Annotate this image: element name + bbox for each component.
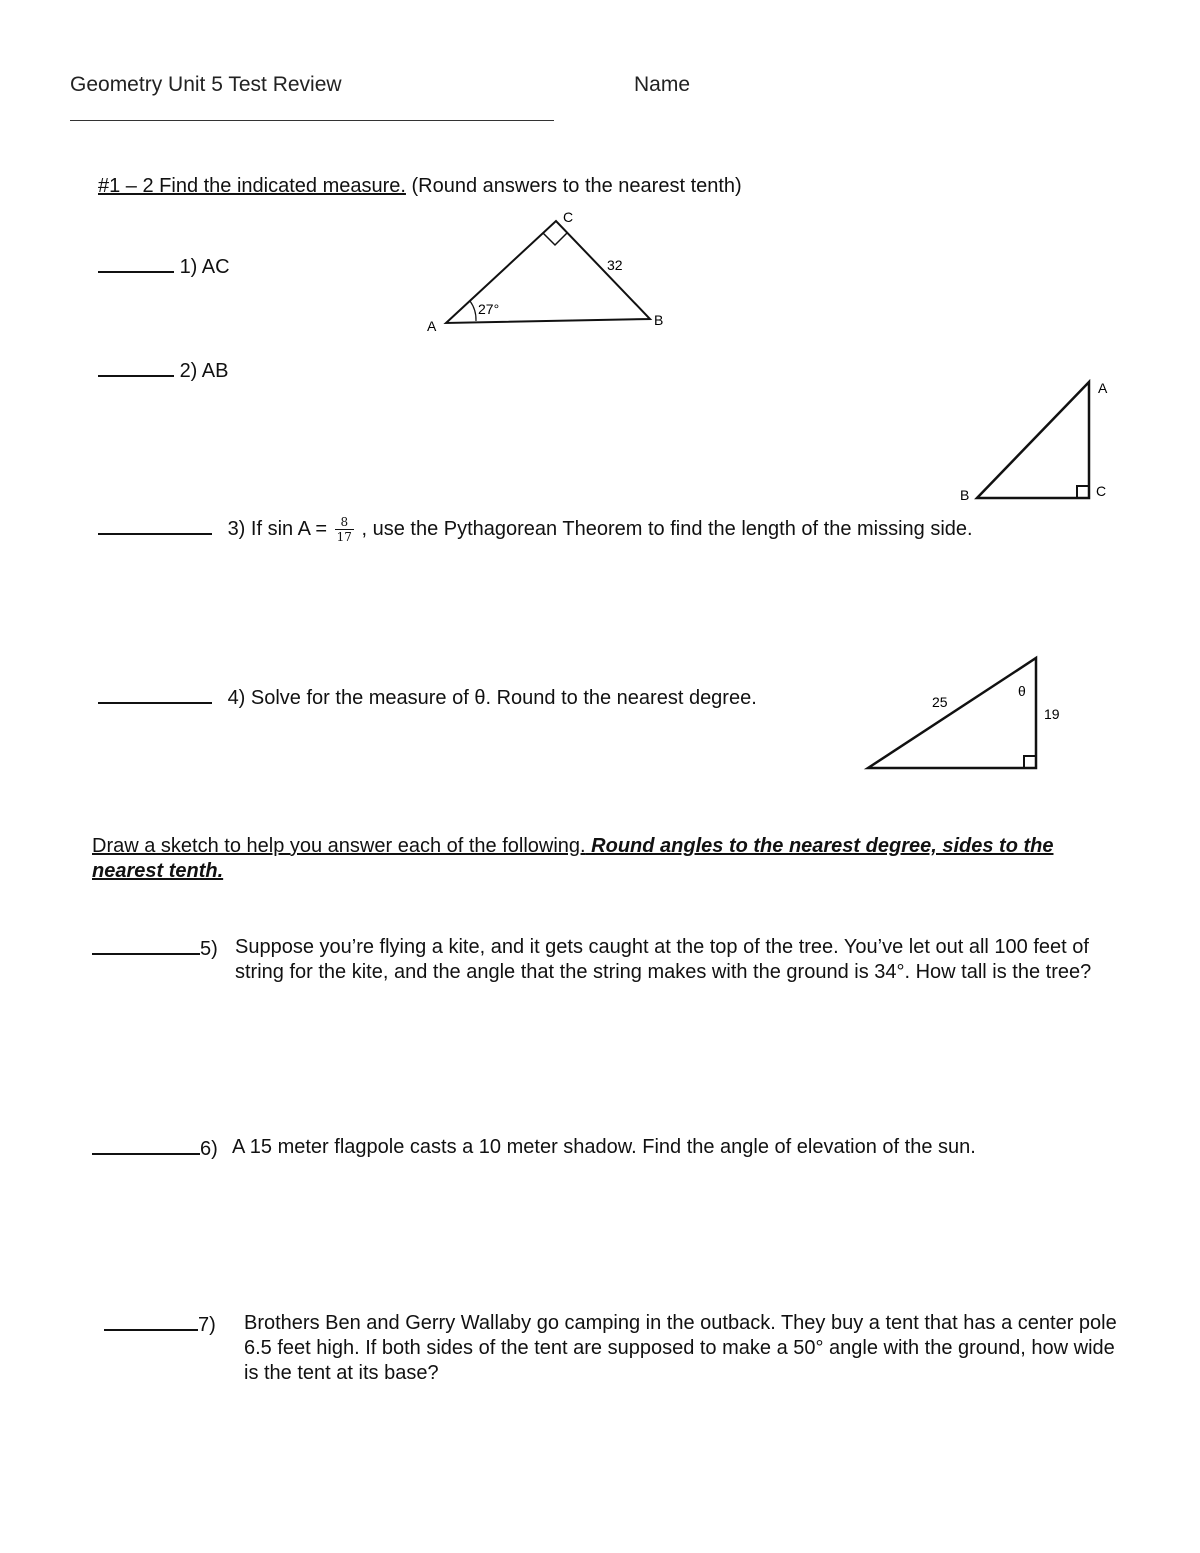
answer-blank-6[interactable]: [92, 1135, 200, 1155]
section2-heading: [92, 834, 1112, 884]
fig1-angle-label: 27°: [478, 301, 500, 317]
question-6-answer-row: [92, 1135, 218, 1162]
section2-heading-bold: Round angles to the nearest degree, sides to the nearest tenth.: [92, 835, 1054, 882]
question-1-label: 1) AC: [179, 256, 230, 278]
section1-heading-underlined: #1 – 2 Find the indicated measure.: [98, 175, 406, 197]
fig1-side-label: 32: [607, 257, 623, 273]
question-5-number: 5): [200, 938, 218, 960]
question-4: [98, 684, 757, 711]
answer-blank-5[interactable]: [92, 935, 200, 955]
question-6-number: 6): [200, 1138, 218, 1160]
sin-fraction-numerator: 8: [335, 515, 354, 530]
triangle-figure-3: [860, 650, 1070, 775]
question-4-text: 4) Solve for the measure of θ. Round to the nearest degree.: [227, 687, 757, 709]
name-label: Name: [634, 73, 691, 96]
fig3-side-label: 19: [1044, 706, 1060, 722]
question-7-number: 7): [198, 1314, 216, 1336]
question-7-text: Brothers Ben and Gerry Wallaby go camping in the outback. They buy a tent that has a center pole 6.5 feet high. If both sides of the tent are supposed to make a 50° angle with the ground, how wide is the tent at its base?: [244, 1312, 1117, 1384]
fig3-hypotenuse-label: 25: [932, 694, 948, 710]
fig2-vertex-c: C: [1096, 483, 1107, 499]
question-1: [98, 253, 230, 280]
sin-fraction-denominator: 17: [336, 530, 352, 545]
answer-blank-4[interactable]: [98, 684, 212, 704]
section2-heading-underlined: Draw a sketch to help you answer each of the following.: [92, 835, 586, 857]
fig1-vertex-c: C: [563, 209, 574, 225]
worksheet-title: Geometry Unit 5 Test Review: [70, 73, 342, 96]
fig2-vertex-b: B: [960, 487, 970, 503]
triangle-figure-1: [410, 205, 700, 340]
question-3-prefix: 3) If sin A =: [227, 518, 328, 540]
answer-blank-3[interactable]: [98, 515, 212, 535]
question-2: [98, 357, 228, 384]
fig3-theta-label: θ: [1018, 683, 1026, 699]
fig2-vertex-a: A: [1098, 380, 1108, 396]
section1-heading-rest: (Round answers to the nearest tenth): [405, 175, 742, 197]
question-3: [98, 515, 973, 544]
fig1-vertex-b: B: [654, 312, 664, 328]
sin-fraction: [335, 515, 354, 544]
question-6-text: A 15 meter flagpole casts a 10 meter shadow. Find the angle of elevation of the sun.: [232, 1136, 976, 1158]
triangle-figure-2: [955, 372, 1125, 507]
question-3-suffix: , use the Pythagorean Theorem to find the length of the missing side.: [361, 518, 973, 540]
answer-blank-2[interactable]: [98, 357, 174, 377]
answer-blank-1[interactable]: [98, 253, 174, 273]
answer-blank-7[interactable]: [104, 1311, 198, 1331]
section1-heading: [98, 174, 742, 199]
question-2-label: 2) AB: [179, 360, 229, 382]
name-line[interactable]: [70, 120, 554, 121]
question-7-answer-row: [104, 1311, 216, 1338]
question-5-answer-row: [92, 935, 218, 962]
question-5-text: Suppose you’re flying a kite, and it gets caught at the top of the tree. You’ve let out all 100 feet of string for the kite, and the angle that the string makes with the ground is 34°. How tall is the tree?: [235, 936, 1092, 983]
fig1-vertex-a: A: [427, 318, 437, 334]
